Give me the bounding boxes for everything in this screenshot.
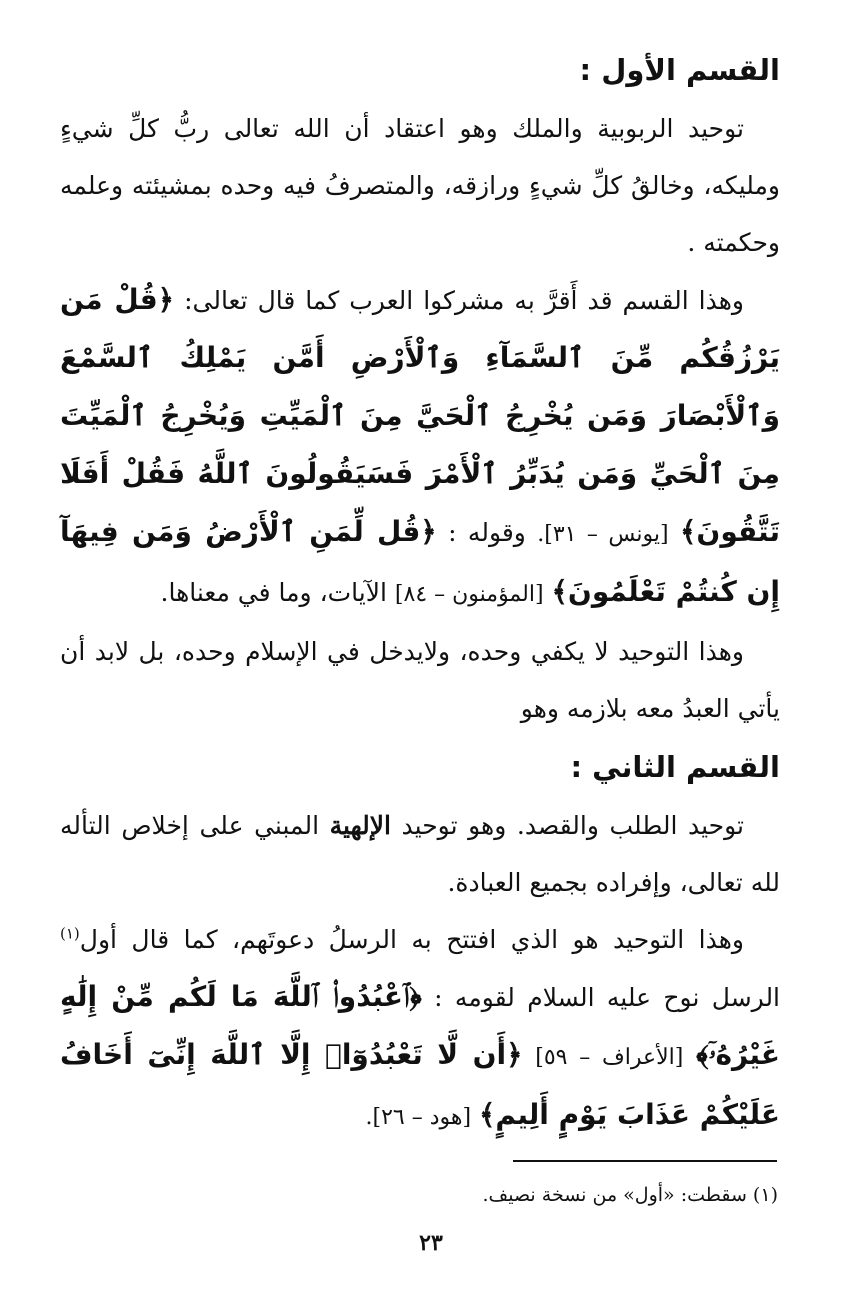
footnote-divider xyxy=(513,1160,777,1162)
page-number: ٢٣ xyxy=(419,1230,443,1256)
verse-reference-araf: [الأعراف – ٥٩] xyxy=(535,1045,684,1070)
section1-paragraph-2-end: الآيات، وما في معناها. xyxy=(160,578,387,607)
section1-paragraph-2-mid: وقوله : xyxy=(448,518,526,547)
section2-paragraph-2 xyxy=(60,911,780,1146)
ilahiyya-term: الإلهية xyxy=(329,811,391,840)
page-content xyxy=(60,40,780,1146)
section1-paragraph-3: وهذا التوحيد لا يكفي وحده، ولايدخل في الإسلام وحده، بل لابد أن يأتي العبدُ معه بلازمه وهو xyxy=(60,637,780,723)
verse-reference-muminun: [المؤمنون – ٨٤] xyxy=(394,582,544,607)
quran-verse-muminun-84: ﴿قُل لِّمَنِ ٱلْأَرْضُ وَمَن فِيهَآ إِن كُنتُمْ تَعْلَمُونَ﴾ xyxy=(60,515,780,608)
section2-paragraph-1-b: المبني على إخلاص التأله لله تعالى، وإفراده بجميع العبادة. xyxy=(60,811,780,897)
quran-verse-yunus-31: ﴿قُلْ مَن يَرْزُقُكُم مِّنَ ٱلسَّمَآءِ وَٱلْأَرْضِ أَمَّن يَمْلِكُ ٱلسَّمْعَ وَٱلْأَبْصَارَ وَمَن يُخْرِجُ ٱلْحَيَّ مِنَ ٱلْمَيِّتِ وَيُخْرِجُ ٱلْمَيِّتَ مِنَ ٱلْحَيِّ وَمَن يُدَبِّرُ ٱلْأَمْرَ فَسَيَقُولُونَ ٱللَّهُ فَقُلْ أَفَلَا تَتَّقُونَ﴾ xyxy=(60,283,780,548)
quran-verse-araf-59: ﴿ٱعْبُدُوا۟ ٱللَّهَ مَا لَكُم مِّنْ إِلَٰهٍ غَيْرُهُۥٓ﴾ xyxy=(60,980,780,1071)
section2-paragraph-1-a: توحيد الطلب والقصد. وهو توحيد xyxy=(401,811,744,840)
section2-heading: القسم الثاني : xyxy=(570,750,780,784)
section2-paragraph-1 xyxy=(60,797,780,911)
section2-paragraph-2-b: الرسل نوح عليه السلام لقومه : xyxy=(434,983,781,1012)
section1-paragraph-2-intro: وهذا القسم قد أَقرَّ به مشركوا العرب كما قال تعالى: xyxy=(184,286,744,315)
quran-verse-hud-26: ﴿أَن لَّا تَعْبُدُوٓا۟ إِلَّا ٱللَّهَ إِنِّىٓ أَخَافُ عَلَيْكُمْ عَذَابَ يَوْمٍ أَلِيمٍ﴾ xyxy=(60,1038,780,1131)
footnote: (١) سقطت: «أول» من نسخة نصيف. xyxy=(482,1184,778,1206)
section1-paragraph-1: توحيد الربوبية والملك وهو اعتقاد أن الله تعالى ربُّ كلِّ شيءٍ ومليكه، وخالقُ كلِّ شيءٍ ورازقه، والمتصرفُ فيه وحده بمشيئته وعلمه وحكمته . xyxy=(60,114,780,257)
section1-heading: القسم الأول : xyxy=(579,53,780,87)
verse-reference-hud: [هود – ٢٦]. xyxy=(365,1105,472,1130)
section2-paragraph-2-a: وهذا التوحيد هو الذي افتتح به الرسلُ دعوتَهم، كما قال أول xyxy=(79,925,744,954)
verse-reference-yunus: [يونس – ٣١]. xyxy=(537,522,669,547)
section1-paragraph-2 xyxy=(60,271,780,623)
footnote-marker[interactable]: (١) xyxy=(60,924,80,943)
